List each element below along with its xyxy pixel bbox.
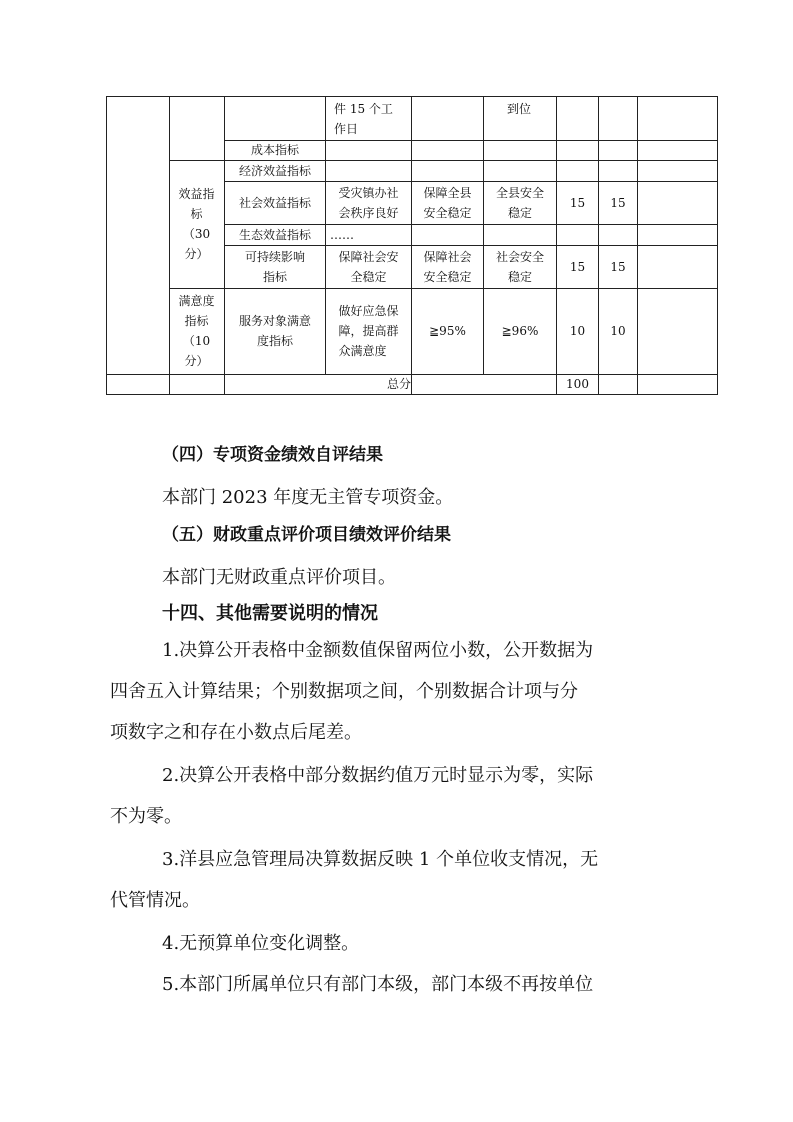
- economic-benefit-label: 经济效益指标: [238, 163, 311, 178]
- sustainable-impact-score: 15: [610, 259, 626, 274]
- service-satisfaction-weight: 10: [569, 324, 586, 338]
- ecological-benefit-label: 生态效益指标: [238, 227, 311, 242]
- service-satisfaction-score: 10: [610, 324, 626, 338]
- table-border-left: [106, 97, 107, 394]
- section-4-text: 本部门 2023 年度无主管专项资金。: [162, 487, 454, 508]
- sustainable-impact-label: 可持续影响 指标: [244, 249, 305, 284]
- social-benefit-label: 社会效益指标: [238, 195, 311, 210]
- paragraph-1-line-1: 1.决算公开表格中金额数值保留两位小数，公开数据为: [162, 640, 594, 661]
- sustainable-impact-actual: 社会安全 稳定: [495, 249, 544, 284]
- sustainable-impact-target: 保障社会 安全稳定: [423, 249, 472, 284]
- section-14-heading: 十四、其他需要说明的情况: [162, 603, 378, 624]
- service-satisfaction-actual: ≧96%: [501, 324, 539, 338]
- section-5-text: 本部门无财政重点评价项目。: [162, 567, 396, 588]
- social-benefit-actual: 全县安全 稳定: [495, 185, 544, 220]
- paragraph-3-line-2: 代管情况。: [110, 890, 200, 911]
- paragraph-1-line-2: 四舍五入计算结果；个别数据项之间，个别数据合计项与分: [110, 681, 578, 702]
- benefit-indicator-group: 效益指 标 （30 分）: [178, 187, 215, 261]
- paragraph-5-line-1: 5.本部门所属单位只有部门本级，部门本级不再按单位: [162, 974, 594, 995]
- cost-indicator-label: 成本指标: [250, 143, 299, 157]
- sustainable-impact-indicator: 保障社会安 全稳定: [338, 249, 399, 284]
- paragraph-2-line-1: 2.决算公开表格中部分数据约值万元时显示为零，实际: [162, 765, 594, 786]
- sustainable-impact-weight: 15: [569, 259, 586, 274]
- service-satisfaction-target: ≧95%: [429, 324, 466, 338]
- ecological-benefit-indicator: ……: [330, 227, 354, 242]
- section-5-heading: （五）财政重点评价项目绩效评价结果: [162, 525, 451, 545]
- paragraph-2-line-2: 不为零。: [110, 806, 182, 827]
- social-benefit-score: 15: [610, 195, 626, 210]
- satisfaction-indicator-group: 满意度 指标 （10 分）: [178, 294, 215, 368]
- paragraph-4-line-1: 4.无预算单位变化调整。: [162, 933, 360, 954]
- paragraph-3-line-1: 3.洋县应急管理局决算数据反映 1 个单位收支情况，无: [162, 849, 599, 870]
- social-benefit-indicator: 受灾镇办社 会秩序良好: [338, 185, 399, 220]
- social-benefit-target: 保障全县 安全稳定: [423, 185, 472, 220]
- timeliness-indicator: 件 15 个工 作日: [334, 102, 393, 136]
- social-benefit-weight: 15: [569, 195, 586, 210]
- timeliness-actual: 到位: [506, 102, 531, 116]
- section-4-heading: （四）专项资金绩效自评结果: [162, 445, 383, 465]
- service-satisfaction-label: 服务对象满意 度指标: [238, 314, 311, 348]
- performance-table: [106, 96, 718, 395]
- total-weight: 100: [566, 377, 589, 391]
- service-satisfaction-indicator: 做好应急保 障，提高群 众满意度: [338, 304, 399, 358]
- total-label: 总分: [386, 377, 411, 391]
- paragraph-1-line-3: 项数字之和存在小数点后尾差。: [110, 722, 362, 743]
